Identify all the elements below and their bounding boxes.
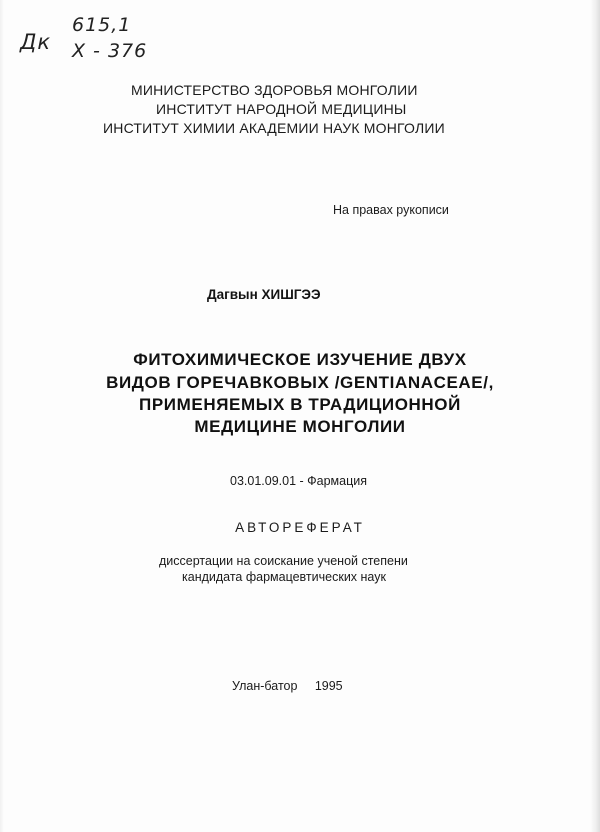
institution-folk-medicine: ИНСТИТУТ НАРОДНОЙ МЕДИЦИНЫ	[156, 101, 407, 117]
title-line-2: ВИДОВ ГОРЕЧАВКОВЫХ /GENTIANACEAE/,	[106, 373, 494, 392]
specialty-code: 03.01.09.01 - Фармация	[230, 474, 368, 488]
title-line-4: МЕДИЦИНЕ МОНГОЛИИ	[194, 417, 406, 436]
place-and-year: Улан-батор 1995	[232, 679, 343, 693]
scan-edge-right	[590, 0, 600, 832]
scan-edge-left	[0, 0, 4, 832]
dissertation-line-2: кандидата фармацевтических наук	[182, 570, 386, 584]
manuscript-rights-note: На правах рукописи	[333, 203, 449, 217]
institution-chemistry: ИНСТИТУТ ХИМИИ АКАДЕМИИ НАУК МОНГОЛИИ	[103, 120, 445, 136]
handwritten-code-prefix: Дк	[20, 30, 52, 54]
title-line-3: ПРИМЕНЯЕМЫХ В ТРАДИЦИОННОЙ	[139, 395, 461, 414]
handwritten-shelf-code: X - 376	[72, 40, 148, 62]
institution-ministry: МИНИСТЕРСТВО ЗДОРОВЬЯ МОНГОЛИИ	[131, 82, 418, 98]
title-line-1: ФИТОХИМИЧЕСКОЕ ИЗУЧЕНИЕ ДВУХ	[133, 350, 467, 369]
dissertation-line-1: диссертации на соискание ученой степени	[159, 554, 408, 568]
document-genre: АВТОРЕФЕРАТ	[235, 520, 365, 535]
author-name: Дагвын ХИШГЭЭ	[207, 287, 321, 302]
handwritten-code-number: 615,1	[72, 14, 132, 36]
